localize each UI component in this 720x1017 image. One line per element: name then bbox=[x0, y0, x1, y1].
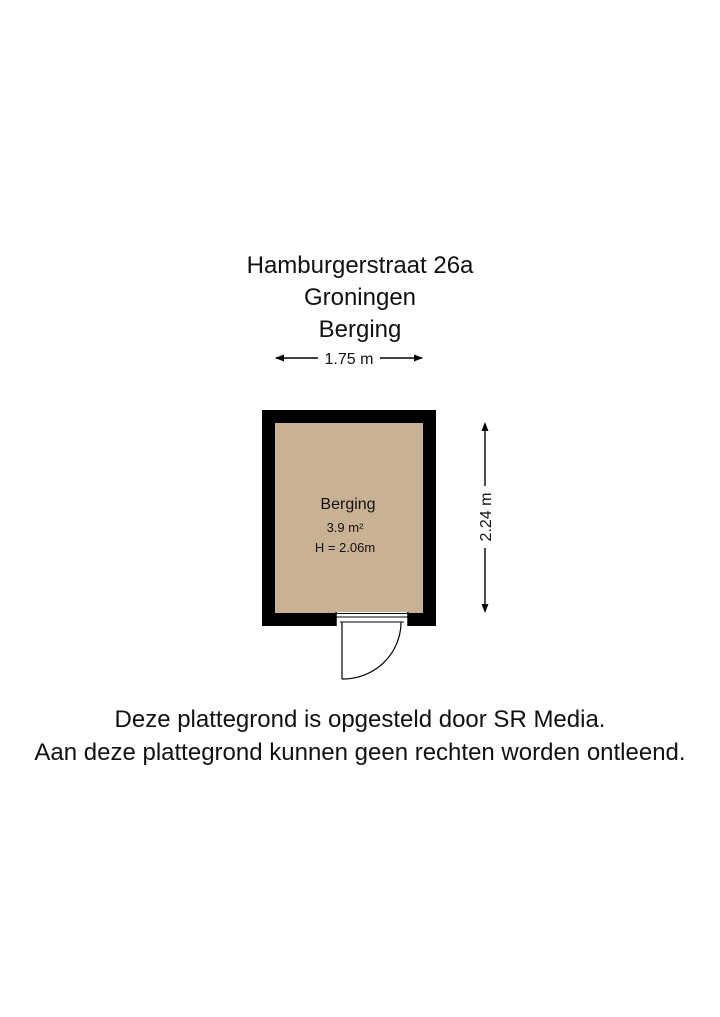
address-title: Hamburgerstraat 26a bbox=[246, 252, 474, 279]
room-floor bbox=[275, 423, 423, 613]
disclaimer bbox=[0, 703, 720, 769]
width-dimension bbox=[275, 351, 423, 368]
depth-dimension-label: 2.24 m bbox=[478, 492, 495, 542]
door-swing-arc bbox=[342, 622, 401, 679]
width-dimension-label: 1.75 m bbox=[324, 351, 374, 368]
room-name: Berging bbox=[320, 496, 376, 513]
disclaimer-line-1: Deze plattegrond is opgesteld door SR Media. bbox=[114, 706, 606, 733]
door bbox=[336, 612, 408, 679]
floor-title: Berging bbox=[318, 316, 402, 343]
room-height: H = 2.06m bbox=[314, 540, 376, 555]
city-title: Groningen bbox=[303, 284, 417, 311]
disclaimer-line-2: Aan deze plattegrond kunnen geen rechten worden ontleend. bbox=[34, 739, 686, 766]
depth-dimension bbox=[478, 422, 495, 613]
room-area: 3.9 m² bbox=[326, 520, 364, 535]
door-opening bbox=[336, 612, 408, 627]
